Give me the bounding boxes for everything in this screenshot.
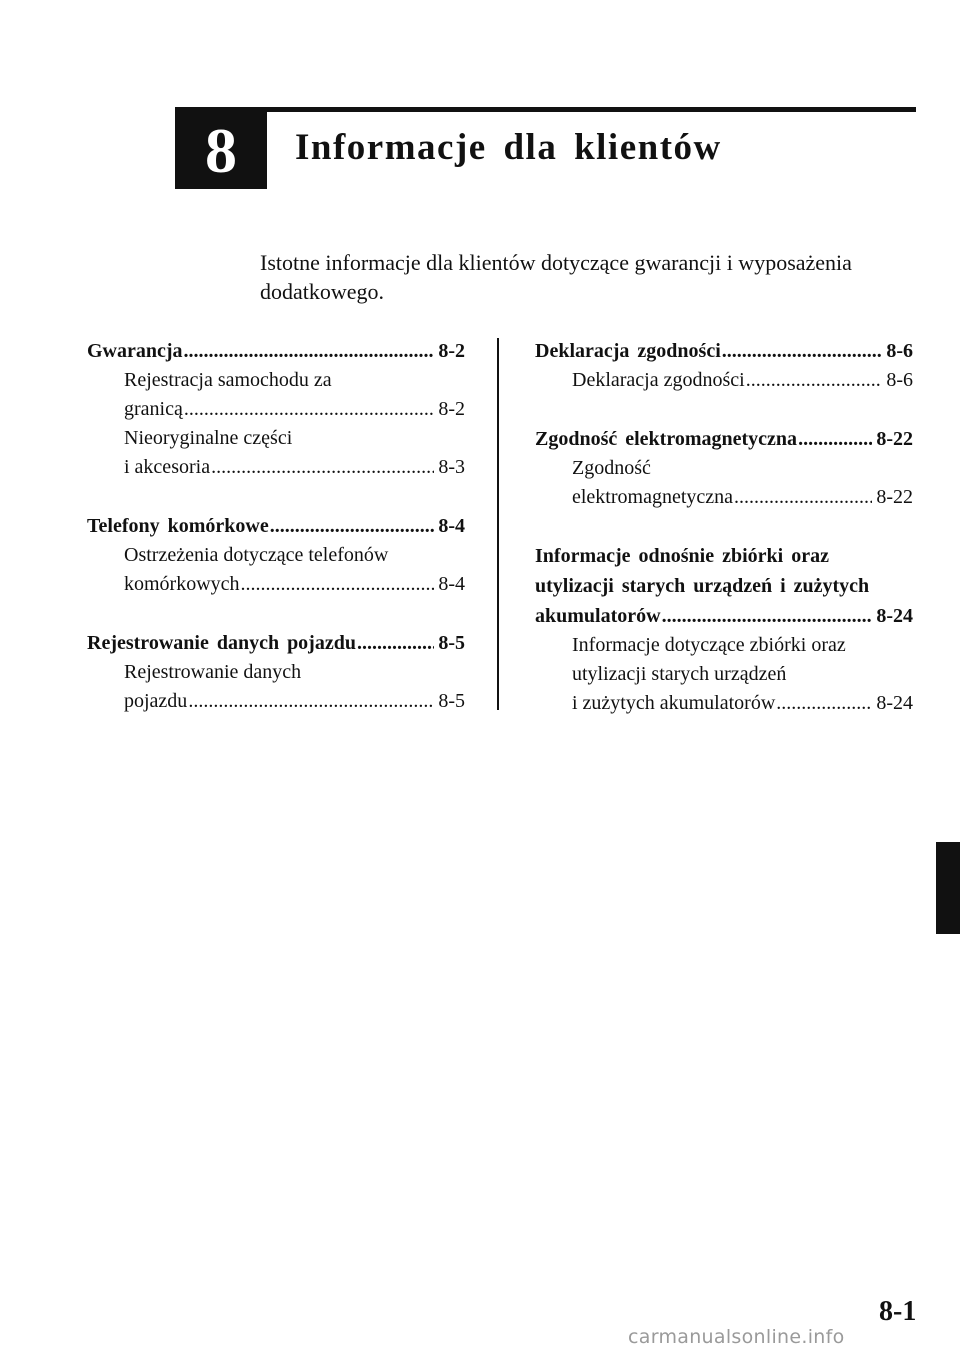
toc-section <box>535 336 913 395</box>
toc-entry[interactable]: Informacje dotyczące zbiórki oraz utylizacji starych urządzeń i zużytych akumulatorów ..... 8-24 <box>535 631 913 718</box>
toc-entry[interactable]: Ostrzeżenia dotyczące telefonów komórkowych ..... 8-4 <box>87 541 465 599</box>
toc-section-heading[interactable]: akumulatorów ..... 8-24 <box>535 601 913 631</box>
toc-entry[interactable]: Deklaracja zgodności ..... 8-6 <box>535 366 913 395</box>
toc-section <box>535 424 913 512</box>
toc-section-heading[interactable]: Rejestrowanie danych pojazdu ..... 8-5 <box>87 628 465 658</box>
header-rule <box>175 107 916 112</box>
chapter-number: 8 <box>205 115 237 186</box>
toc-entry[interactable]: Rejestrowanie danych pojazdu ..... 8-5 <box>87 658 465 716</box>
toc-section <box>87 511 465 599</box>
toc-section <box>87 628 465 716</box>
chapter-title: Informacje dla klientów <box>295 127 722 168</box>
toc-left-column <box>87 336 465 745</box>
chapter-tab-marker <box>936 842 960 934</box>
toc-section-heading-line[interactable]: utylizacji starych urządzeń i zużytych <box>535 575 870 597</box>
column-divider <box>497 338 499 710</box>
toc-entry[interactable]: Zgodność elektromagnetyczna ..... 8-22 <box>535 454 913 512</box>
toc-section <box>535 541 913 718</box>
toc-section-heading[interactable]: Deklaracja zgodności ..... 8-6 <box>535 336 913 366</box>
toc-section <box>87 336 465 482</box>
toc-section-heading[interactable]: Telefony komórkowe ..... 8-4 <box>87 511 465 541</box>
chapter-intro: Istotne informacje dla klientów dotyczące gwarancji i wyposażenia dodatkowego. <box>260 250 852 304</box>
toc-section-heading-line[interactable]: Informacje odnośnie zbiórki oraz <box>535 545 829 567</box>
toc-section-heading[interactable]: Zgodność elektromagnetyczna ..... 8-22 <box>535 424 913 454</box>
toc-right-column <box>535 336 913 747</box>
toc-section-heading[interactable]: Gwarancja ..... 8-2 <box>87 336 465 366</box>
page-number: 8-1 <box>879 1296 917 1327</box>
chapter-number-box <box>175 112 267 189</box>
toc-entry[interactable]: Rejestracja samochodu za granicą ..... 8-2 <box>87 366 465 424</box>
toc-entry[interactable]: Nieoryginalne części i akcesoria ..... 8-3 <box>87 424 465 482</box>
watermark: carmanualsonline.info <box>628 1326 845 1348</box>
